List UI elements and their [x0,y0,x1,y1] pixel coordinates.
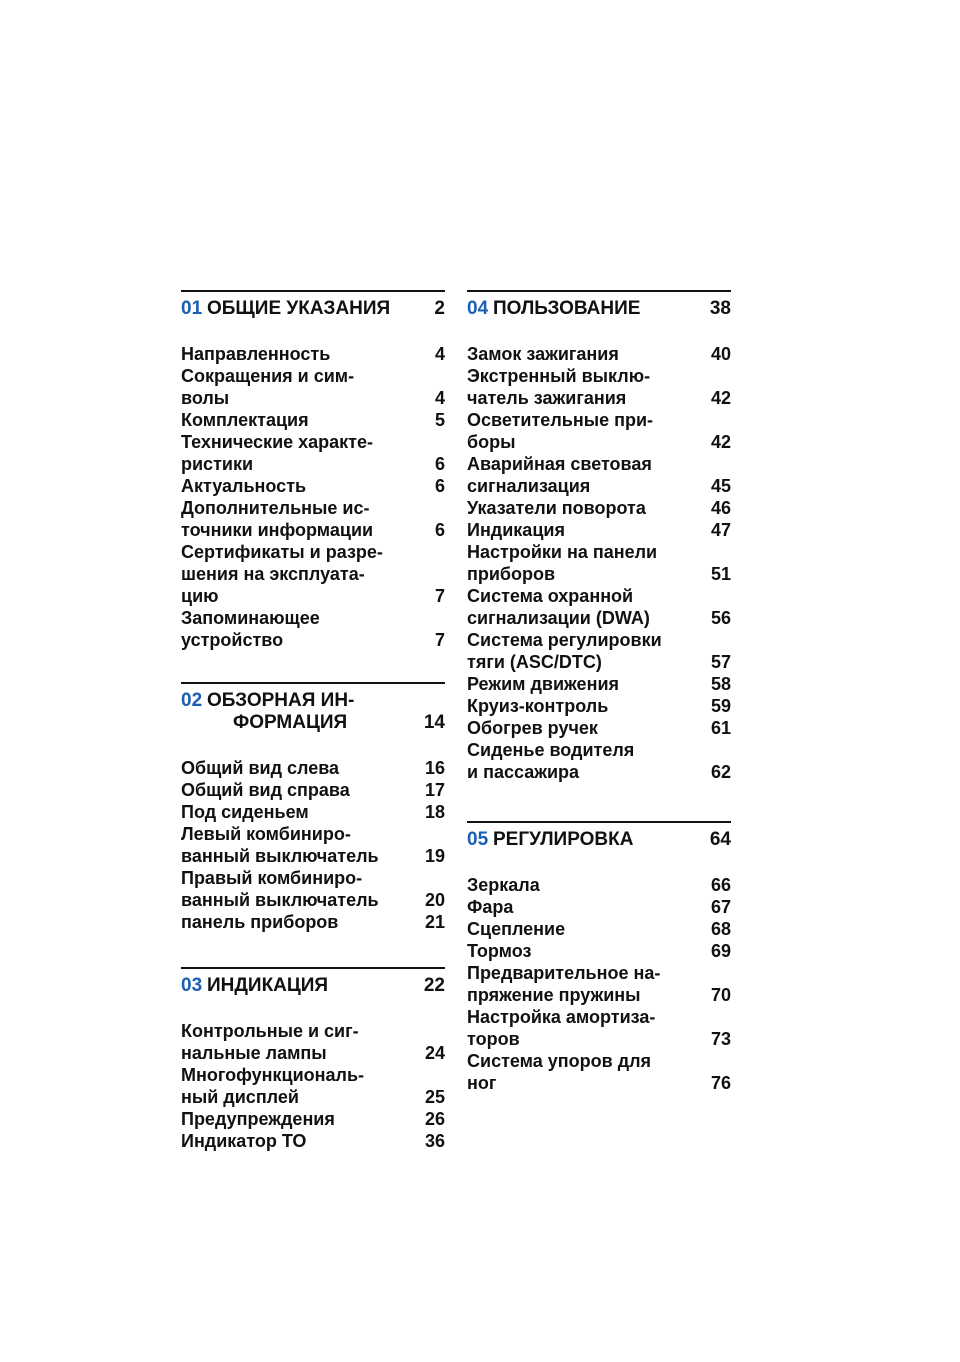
toc-entry[interactable] [467,409,731,453]
toc-entry-page: 20 [424,890,445,910]
toc-entry-title [181,365,354,409]
toc-entry-title [467,739,634,783]
toc-entry[interactable] [467,453,731,497]
toc-entry-title-line: чатель зажигания [467,388,627,408]
toc-entry-title-line: боры [467,432,516,452]
toc-entry-page: 4 [434,388,445,408]
toc-entry-title [467,541,657,585]
toc-entry-title-line: Левый комбиниро- [181,824,351,844]
toc-entry-page: 6 [434,454,445,474]
toc-entry-title [181,867,379,911]
toc-entry-page: 56 [710,608,731,628]
toc-entry-page: 7 [434,630,445,650]
toc-entry-title-line: приборов [467,564,556,584]
toc-entry-title-line: ног [467,1073,497,1093]
toc-entry-title-line: Настройки на панели [467,542,658,562]
toc-entry[interactable] [181,607,445,651]
toc-entry[interactable] [181,1064,445,1108]
toc-entry-title [467,409,653,453]
toc-entry-title-line: Направленность [181,344,331,364]
toc-entry[interactable] [181,911,445,933]
toc-entry-page: 46 [710,498,731,518]
toc-entry-title-line: Аварийная световая [467,454,652,474]
toc-entry-title-line: устройство [181,630,284,650]
toc-entry[interactable] [467,874,731,896]
toc-section-02 [181,682,445,933]
toc-entry-title-line: Система упоров для [467,1051,652,1071]
toc-entry-title-line: и пассажира [467,762,580,782]
toc-entry-title-line: Дополнительные ис- [181,498,370,518]
toc-entries [181,757,445,933]
toc-entry-title-line: Зеркала [467,875,540,895]
toc-entry-page: 21 [424,912,445,932]
toc-entry-title-line: сигнализации (DWA) [467,608,650,628]
toc-entry-title-line: Замок зажигания [467,344,619,364]
toc-entry-title-line: Сертификаты и разре- [181,542,383,562]
toc-entry-title-line: ванный выключатель [181,890,379,910]
toc-entry-page: 57 [710,652,731,672]
toc-entry-title [181,779,350,801]
toc-entry-title-line: ный дисплей [181,1087,299,1107]
section-heading-02[interactable] [181,684,445,734]
toc-entry-title-line: Предупреждения [181,1109,335,1129]
toc-entry-title [467,673,619,695]
toc-entry-title-line: Общий вид справа [181,780,350,800]
toc-entry-title-line: цию [181,586,219,606]
toc-entry-title-line: Предварительное на- [467,963,661,983]
toc-entry-page: 61 [710,718,731,738]
toc-entry-title-line: Осветительные при- [467,410,654,430]
section-page: 14 [423,712,445,733]
section-title-line-2: ФОРМАЦИЯ [233,712,348,733]
section-number: 05 [467,829,489,850]
toc-entry[interactable] [181,343,445,365]
toc-entry-title-line: Индикатор ТО [181,1131,307,1151]
toc-entry-title-line: Правый комбиниро- [181,868,363,888]
toc-entry-page: 19 [424,846,445,866]
toc-entry-page: 17 [424,780,445,800]
toc-entry-title [181,409,309,431]
toc-entry-page: 66 [710,875,731,895]
toc-entry-title-line: Круиз-контроль [467,696,609,716]
toc-entry-title [467,585,650,629]
toc-entry-page: 40 [710,344,731,364]
toc-left-column [181,290,445,1152]
toc-entry-title [181,497,373,541]
toc-section-01 [181,290,445,651]
toc-entry-page: 62 [710,762,731,782]
toc-entry-title-line: сигнализация [467,476,591,496]
toc-entry-title [181,607,320,651]
toc-entry[interactable] [181,801,445,823]
toc-entry[interactable] [467,673,731,695]
toc-entry-title-line: Экстренный выклю- [467,366,651,386]
toc-entry-page: 7 [434,586,445,606]
toc-entry-page: 59 [710,696,731,716]
section-number: 04 [467,298,489,319]
toc-entry-page: 36 [424,1131,445,1151]
toc-entry-page: 4 [434,344,445,364]
section-title: ОБЩИЕ УКАЗАНИЯ [207,298,391,319]
toc-entry-title-line: панель приборов [181,912,339,932]
toc-entry[interactable] [181,823,445,867]
toc-entry-title [467,365,650,409]
toc-entry-page: 18 [424,802,445,822]
toc-entry-title-line: Контрольные и сиг- [181,1021,359,1041]
toc-entry-title [181,801,309,823]
toc-entry-page: 47 [710,520,731,540]
toc-entry-title [467,717,598,739]
section-page: 22 [423,975,445,996]
toc-entry-title [467,940,531,962]
toc-entry-title-line: Указатели поворота [467,498,646,518]
section-number: 02 [181,690,203,711]
toc-entry[interactable] [181,757,445,779]
section-heading-05[interactable] [467,823,731,851]
toc-right-column [467,290,731,1094]
toc-entry[interactable] [467,918,731,940]
toc-entry[interactable] [467,365,731,409]
toc-entry-title-line: Индикация [467,520,565,540]
section-title-line-1: ОБЗОРНАЯ ИН- [207,690,355,711]
toc-entry[interactable] [467,940,731,962]
toc-entry-title [181,1020,359,1064]
toc-entry-title [181,475,306,497]
toc-entries [467,874,731,1094]
toc-entry-title [467,1050,651,1094]
toc-entry[interactable] [467,541,731,585]
toc-entry-page: 24 [424,1043,445,1063]
toc-entry[interactable] [467,629,731,673]
toc-entry-title [467,1006,655,1050]
toc-entry-title [181,541,383,607]
toc-entry-title-line: Сиденье водителя [467,740,635,760]
toc-entry-title [181,343,330,365]
toc-entry-title-line: Сцепление [467,919,566,939]
toc-entry[interactable] [181,497,445,541]
toc-entry-title-line: Запоминающее [181,608,320,628]
toc-entry-title [467,874,540,896]
toc-entry[interactable] [181,475,445,497]
toc-entry-page: 42 [710,432,731,452]
toc-entry-title [467,896,513,918]
toc-entry-title [181,757,339,779]
toc-entry[interactable] [467,1006,731,1050]
toc-entry-title [181,1064,364,1108]
toc-entry-title [467,343,619,365]
toc-entry-page: 25 [424,1087,445,1107]
toc-entry-page: 5 [434,410,445,430]
toc-entry[interactable] [467,695,731,717]
toc-entry-title-line: Тормоз [467,941,532,961]
toc-entry-title-line: Под сиденьем [181,802,309,822]
toc-entry-title-line: Обогрев ручек [467,718,598,738]
toc-entry-title-line: точники информации [181,520,374,540]
toc-entry-title-line: Комплектация [181,410,309,430]
section-title: ПОЛЬЗОВАНИЕ [493,298,641,319]
toc-entry-page: 16 [424,758,445,778]
toc-entry-title-line: Система регулировки [467,630,662,650]
section-number: 03 [181,975,203,996]
section-page: 2 [434,298,445,319]
section-title: ИНДИКАЦИЯ [207,975,329,996]
toc-entry[interactable] [467,739,731,783]
toc-entry[interactable] [467,585,731,629]
toc-entry-title [181,1108,335,1130]
toc-section-04 [467,290,731,783]
toc-entry-title-line: ванный выключатель [181,846,379,866]
toc-entry[interactable] [467,343,731,365]
toc-entry-page: 45 [710,476,731,496]
toc-entry-title [467,629,662,673]
toc-entry[interactable] [467,962,731,1006]
toc-entry-title-line: нальные лампы [181,1043,327,1063]
toc-entry-title-line: Настройка амортиза- [467,1007,656,1027]
toc-entry-title-line: Многофункциональ- [181,1065,365,1085]
toc-entry-title-line: тяги (ASC/DTC) [467,652,602,672]
toc-entry-title [467,918,565,940]
toc-entry-title [181,1130,306,1152]
toc-entry-title-line: торов [467,1029,520,1049]
toc-entry[interactable] [467,519,731,541]
toc-entry-title [467,519,565,541]
toc-entry[interactable] [181,1020,445,1064]
section-number: 01 [181,298,203,319]
toc-entry-title-line: Технические характе- [181,432,373,452]
toc-entry[interactable] [181,1108,445,1130]
toc-section-03 [181,967,445,1152]
toc-entry-page: 6 [434,476,445,496]
toc-entry-title-line: шения на эксплуата- [181,564,365,584]
toc-entry[interactable] [467,1050,731,1094]
toc-entry-page: 70 [710,985,731,1005]
toc-entry-page: 42 [710,388,731,408]
toc-entries [181,1020,445,1152]
toc-entry-title-line: Фара [467,897,514,917]
toc-entry[interactable] [181,541,445,607]
toc-entry[interactable] [181,867,445,911]
toc-entry-title [467,962,660,1006]
toc-entry-page: 69 [710,941,731,961]
toc-entry[interactable] [181,1130,445,1152]
toc-entry-page: 73 [710,1029,731,1049]
toc-entry-page: 51 [710,564,731,584]
toc-entry-title-line: Система охранной [467,586,634,606]
toc-entry-page: 6 [434,520,445,540]
toc-entry[interactable] [181,409,445,431]
toc-entries [467,343,731,783]
toc-entry-title [181,431,373,475]
toc-entry-page: 58 [710,674,731,694]
toc-entry-page: 26 [424,1109,445,1129]
toc-entries [181,343,445,651]
toc-entry-page: 67 [710,897,731,917]
section-title: РЕГУЛИРОВКА [493,829,634,850]
toc-entry-title-line: пряжение пружины [467,985,641,1005]
toc-entry-title-line: Общий вид слева [181,758,340,778]
toc-entry[interactable] [181,365,445,409]
toc-entry-title-line: ристики [181,454,254,474]
toc-entry-title-line: Актуальность [181,476,307,496]
toc-entry-title-line: волы [181,388,230,408]
toc-section-05 [467,821,731,1094]
toc-entry[interactable] [467,717,731,739]
toc-entry-title [467,695,608,717]
section-heading-01[interactable] [181,292,445,320]
toc-entry-title [181,911,338,933]
toc-entry[interactable] [467,896,731,918]
toc-entry[interactable] [467,497,731,519]
toc-entry-title [467,497,646,519]
toc-entry[interactable] [181,431,445,475]
toc-entry-page: 76 [710,1073,731,1093]
section-page: 64 [709,829,731,850]
section-heading-04[interactable] [467,292,731,320]
toc-entry[interactable] [181,779,445,801]
toc-entry-title-line: Сокращения и сим- [181,366,355,386]
toc-entry-title [181,823,379,867]
section-heading-03[interactable] [181,969,445,997]
toc-entry-title-line: Режим движения [467,674,620,694]
toc-entry-title [467,453,652,497]
toc-entry-page: 68 [710,919,731,939]
section-page: 38 [709,298,731,319]
